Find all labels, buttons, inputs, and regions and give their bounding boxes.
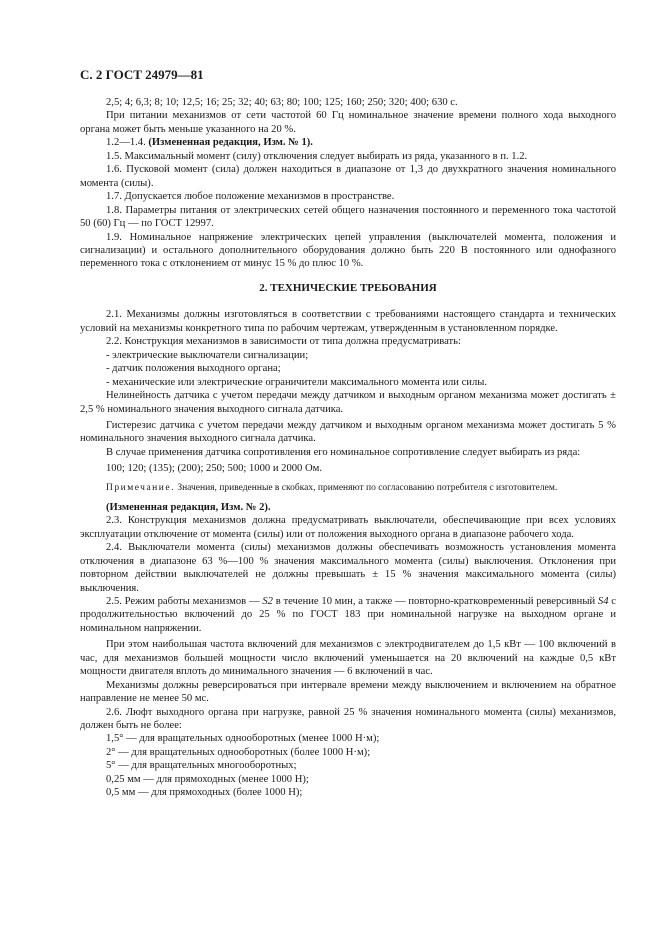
clause-2-4: 2.4. Выключатели момента (силы) механизмов должны обеспечивать возможность установления момента отключения в диапазоне 63 %—100 % значения максимального момента (силы) выключения. Отклонения при повторном действии выключателей не должны превышать ± 15 % значения максимального момента (силы) выключения. (80, 542, 616, 594)
list-item: 1,5° — для вращательных однооборотных (менее 1000 Н·м); (106, 733, 380, 745)
list-item: 5° — для вращательных многооборотных; (106, 760, 297, 772)
clause-text: в течение 10 мин, а также — повторно-кратковременный реверсивный (272, 595, 598, 607)
clause-1-6: 1.6. Пусковой момент (сила) должен находиться в диапазоне от 1,3 до двухкратного значения номинального момента (силы). (80, 164, 616, 189)
list-item: 0,5 мм — для прямоходных (более 1000 Н); (106, 787, 303, 799)
clause-1-5: 1.5. Максимальный момент (силу) отключения следует выбирать из ряда, указанного в п. 1.2. (106, 150, 528, 162)
page-header: С. 2 ГОСТ 24979—81 (80, 67, 204, 82)
clause-1-7: 1.7. Допускается любое положение механизмов в пространстве. (106, 191, 395, 203)
clause-text: с продолжительностью включений до 25 % по ГОСТ 183 при номинальной нагрузке на выходном органе и номинальном напряжении. (80, 595, 616, 634)
note-paragraph (80, 482, 616, 495)
amendment-label: (Измененная редакция, Изм. № 2). (106, 501, 271, 513)
mode-s2: S2 (262, 595, 273, 607)
resistance-series-values: 100; 120; (135); (200); 250; 500; 1000 и 2000 Ом. (106, 463, 322, 475)
time-series-values: 2,5; 4; 6,3; 8; 10; 12,5; 16; 25; 32; 40; 63; 80; 100; 125; 160; 250; 320; 400; 630 с. (106, 97, 458, 108)
list-item: 2° — для вращательных однооборотных (более 1000 Н·м); (106, 746, 371, 758)
section-heading: 2. ТЕХНИЧЕСКИЕ ТРЕБОВАНИЯ (259, 281, 437, 294)
amendment-label: (Измененная редакция, Изм. № 1). (148, 137, 313, 149)
clause-2-6: 2.6. Люфт выходного органа при нагрузке, равной 25 % значения номинального момента (силы) механизмов, должен быть не более: (80, 706, 616, 732)
clause-1-9: 1.9. Номинальное напряжение электрических цепей управления (выключателей момента, положения и сигнализации) и остального дополнительного оборудования должно быть 220 В постоянного или однофазного переменного тока с отклонением от минус 15 % до плюс 10 %. (80, 231, 616, 270)
clause-1-8: 1.8. Параметры питания от электрических сетей общего назначения постоянного и переменного тока частотой 50 (60) Гц — по ГОСТ 12997. (80, 204, 616, 230)
paragraph-hysteresis: Гистерезис датчика с учетом передачи между датчиком и выходным органом механизма может достигать 5 % номинального значения выходного сигнала датчика. (80, 419, 616, 445)
paragraph-resistance: В случае применения датчика сопротивления его номинальное сопротивление следует выбирать из ряда: (106, 446, 581, 458)
amendment-note-2 (80, 501, 616, 514)
list-item: - механические или электрические ограничители максимального момента или силы. (106, 376, 488, 388)
mode-s4: S4 (597, 595, 609, 607)
paragraph-reversal: Механизмы должны реверсироваться при интервале времени между выключением и включением на обратное направление не менее 50 мс. (80, 679, 616, 705)
list-item: - электрические выключатели сигнализации; (106, 349, 309, 361)
clause-2-5 (80, 595, 616, 635)
clause-2-2: 2.2. Конструкция механизмов в зависимости от типа должна предусматривать: (106, 336, 461, 348)
clause-2-3: 2.3. Конструкция механизмов должна предусматривать выключатели, обеспечивающие при всех условиях эксплуатации отключение от момента (силы) или от положения выходного органа в диапазоне рабочего хода. (80, 515, 616, 540)
note-text: Значения, приведенные в скобках, применяют по согласованию потребителя с изготовителем. (174, 482, 558, 493)
list-item: 0,25 мм — для прямоходных (менее 1000 Н); (106, 773, 309, 785)
list-item: - датчик положения выходного органа; (106, 363, 281, 375)
note-label: Примечание. (106, 482, 175, 493)
paragraph-nonlinearity: Нелинейность датчика с учетом передачи между датчиком и выходным органом механизма может достигать ± 2,5 % номинального значения выходного сигнала датчика. (80, 390, 616, 415)
paragraph-switching-frequency: При этом наибольшая частота включений для механизмов с электродвигателем до 1,5 кВт — 100 включений в час, для механизмов большей мощности число включений уменьшается на 20 включений на каждые 0,5 кВт мощности двигателя вплоть до минимального значения — 6 включений в час. (80, 639, 616, 678)
clause-number: 1.2—1.4. (106, 137, 146, 149)
paragraph-60hz: При питании механизмов от сети частотой 60 Гц номинальное значение времени полного хода выходного органа может быть меньше указанного на 20 %. (80, 110, 616, 135)
clause-text: 2.5. Режим работы механизмов — (106, 595, 263, 607)
document-body (80, 96, 616, 800)
clause-2-1: 2.1. Механизмы должны изготовляться в соответствии с требованиями настоящего стандарта и технических условий на механизмы конкретного типа по рабочим чертежам, утвержденным в установленном порядке. (80, 309, 616, 334)
amendment-note-1 (80, 136, 616, 149)
